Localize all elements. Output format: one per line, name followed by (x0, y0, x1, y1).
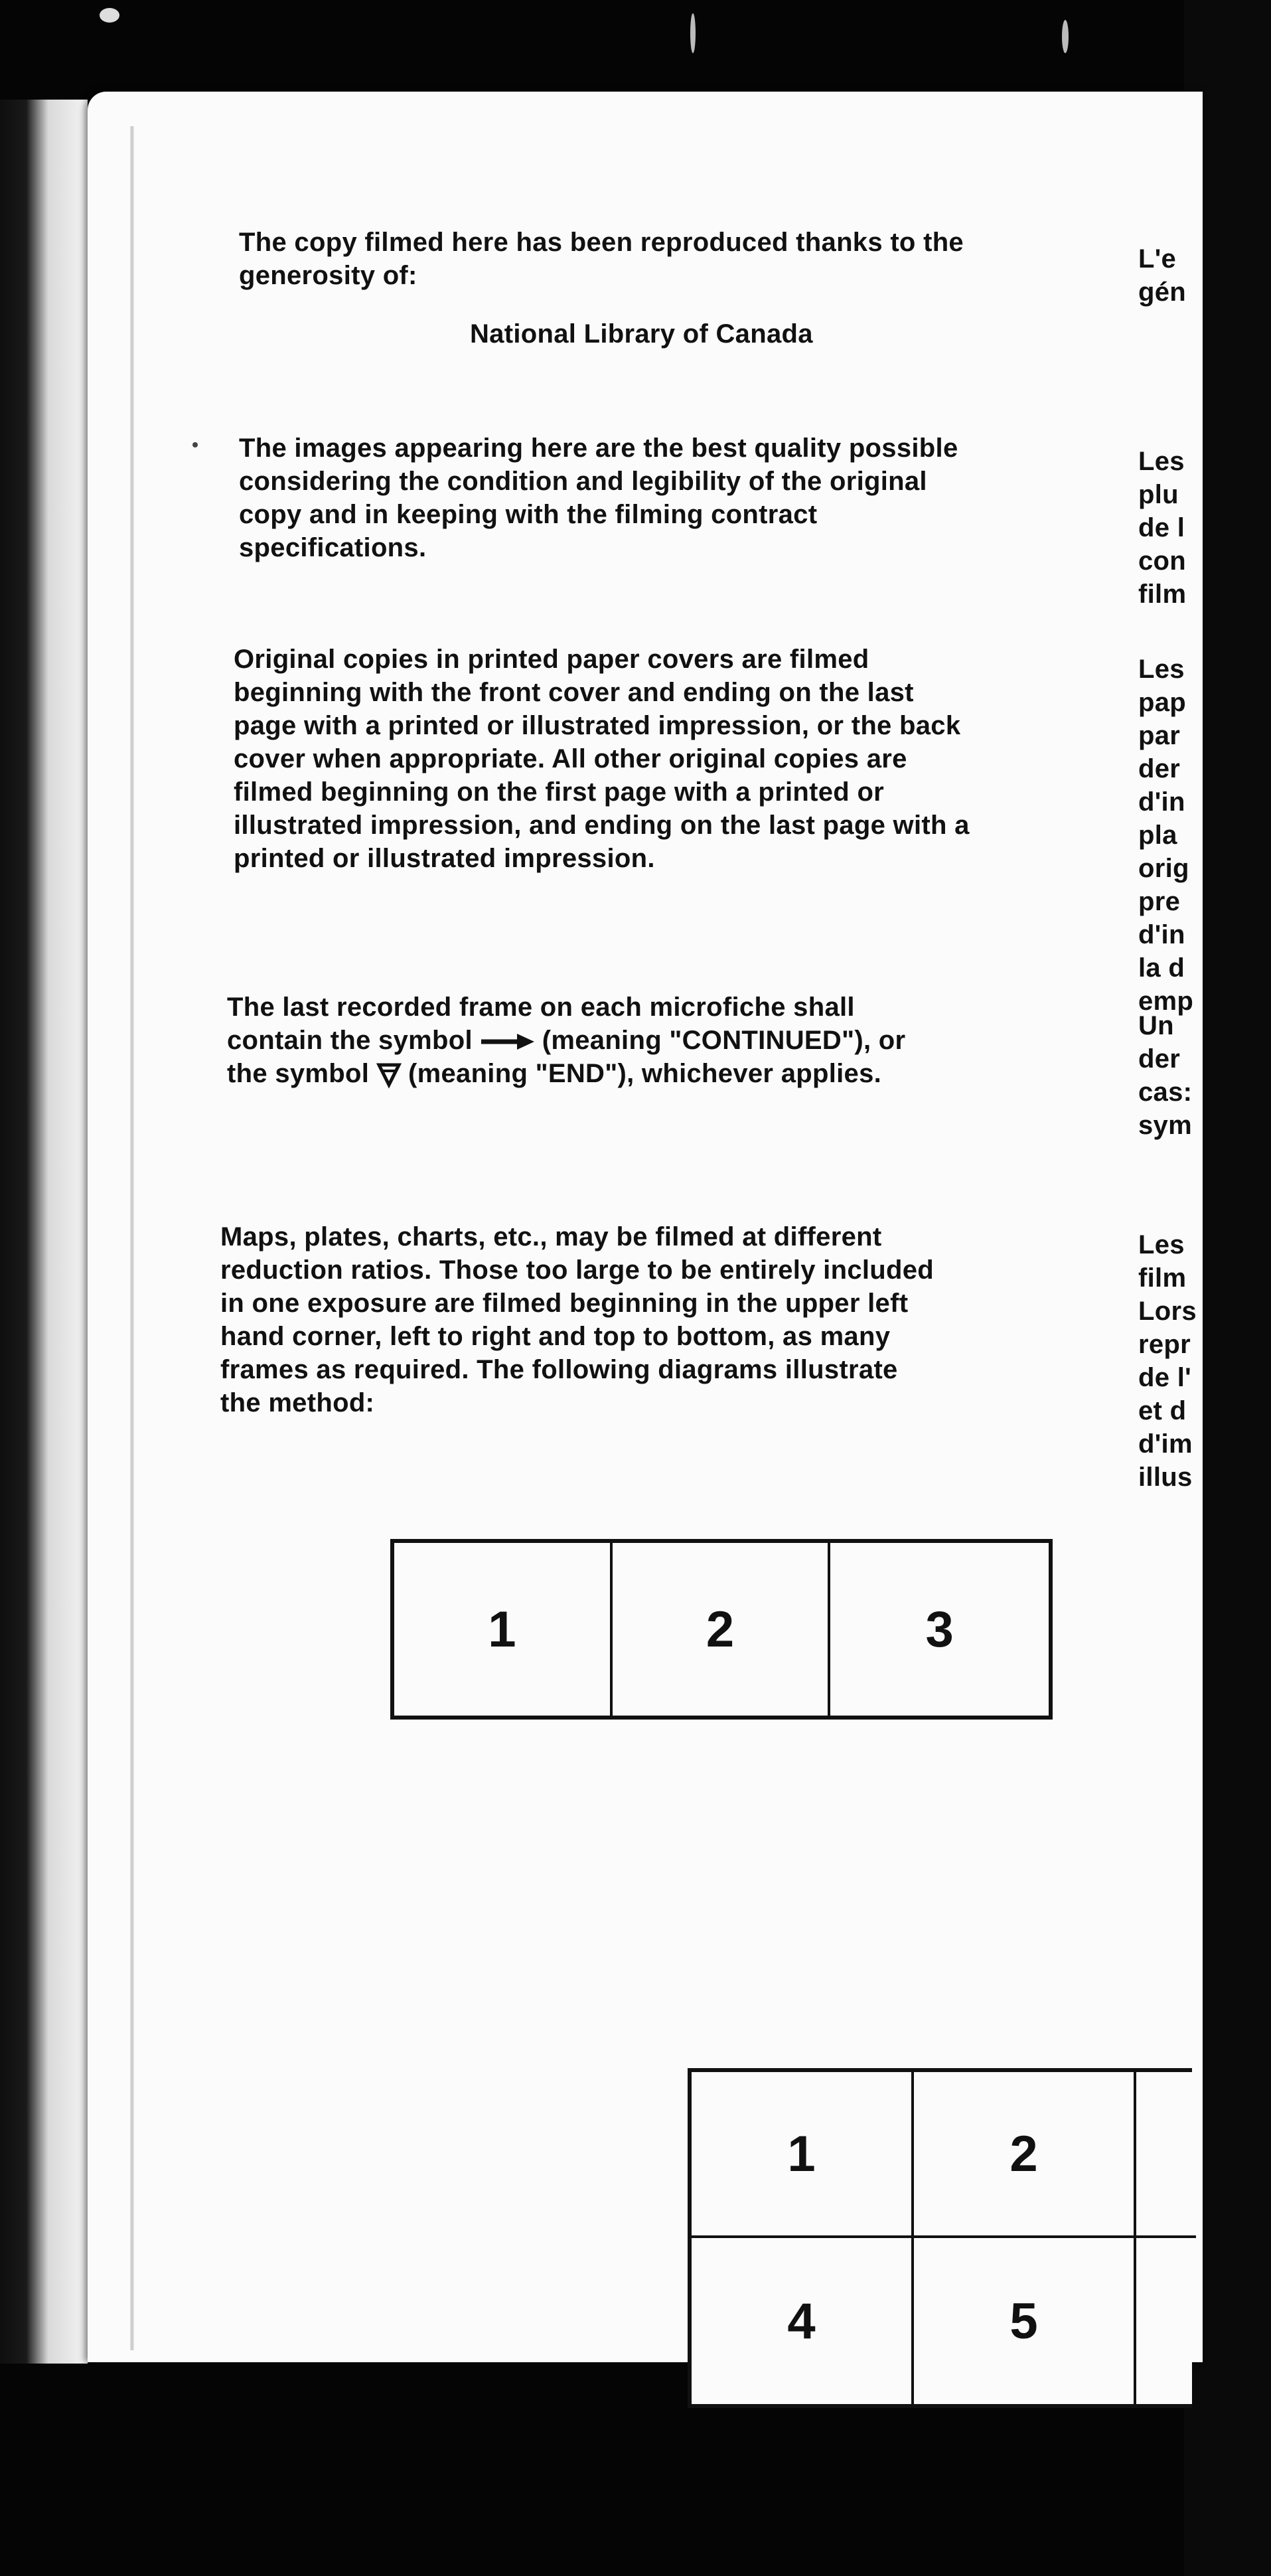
grid-cell-6-cropped (1136, 2238, 1196, 2404)
page-fold-line (130, 126, 134, 2350)
french-fragment-1: L'e gén (1138, 244, 1187, 307)
frame-text-part1: The last recorded frame on each microfiche shall contain the symbol (227, 993, 855, 1055)
frame-order-diagram-row (390, 1539, 1053, 1720)
grid-cell-1: 1 (692, 2072, 914, 2238)
grid-cell-4: 4 (692, 2238, 914, 2404)
french-fragment-2: Les plu de l con film (1138, 447, 1187, 609)
french-fragment-4: Un der cas: sym (1138, 1011, 1193, 1140)
intro-text: The copy filmed here has been reproduced thanks to the generosity of: (239, 228, 964, 290)
quality-paragraph: The images appearing here are the best quality possible considering the condition and legibility of the original copy and in keeping with the filming contract specifications. (239, 434, 958, 562)
dust-speck (192, 442, 198, 447)
original-copies-paragraph: Original copies in printed paper covers are filmed beginning with the front cover and ending on the last page with a printed or illustrated impression, or the back cover when appropriate. All other original copies are filmed beginning on the first page with a printed or illustrated impression, and ending on the last page with a printed or illustrated impression. (234, 645, 970, 873)
french-fragment-5: Les film Lors repr de l' et d d'im illus (1138, 1230, 1197, 1492)
maps-paragraph: Maps, plates, charts, etc., may be filmed at different reduction ratios. Those too large to be entirely included in one exposure are filmed beginning in the upper left hand corner, left to right and top to bottom, as many frames as required. The following diagrams illustrate the method: (220, 1222, 935, 1417)
grid-cell-2: 2 (914, 2072, 1136, 2238)
frame-text-part3: (meaning "END"), whichever applies. (408, 1059, 882, 1088)
frame-cell-2: 2 (613, 1543, 831, 1716)
scanner-top-border (0, 0, 1184, 100)
end-symbol-icon (377, 1063, 401, 1087)
frame-cell-3: 3 (925, 1601, 954, 1658)
frame-order-diagram-grid (688, 2068, 1192, 2408)
dust-speck (100, 8, 119, 23)
grid-cell-3-cropped (1136, 2072, 1196, 2238)
page-left-edge (0, 100, 88, 2364)
frame-cell-1: 1 (394, 1543, 613, 1716)
frame-text-part2: (meaning "CONTINUED"), or the symbol (227, 1026, 906, 1088)
grid-cell-5: 5 (914, 2238, 1136, 2404)
frame-symbol-paragraph (227, 991, 944, 1090)
institution-name: National Library of Canada (470, 319, 813, 349)
dust-speck (690, 13, 696, 53)
continued-arrow-icon (480, 1032, 534, 1051)
french-fragment-3: Les pap par der d'in pla orig pre d'in la d emp (1138, 655, 1194, 1016)
dust-speck (1062, 20, 1069, 53)
